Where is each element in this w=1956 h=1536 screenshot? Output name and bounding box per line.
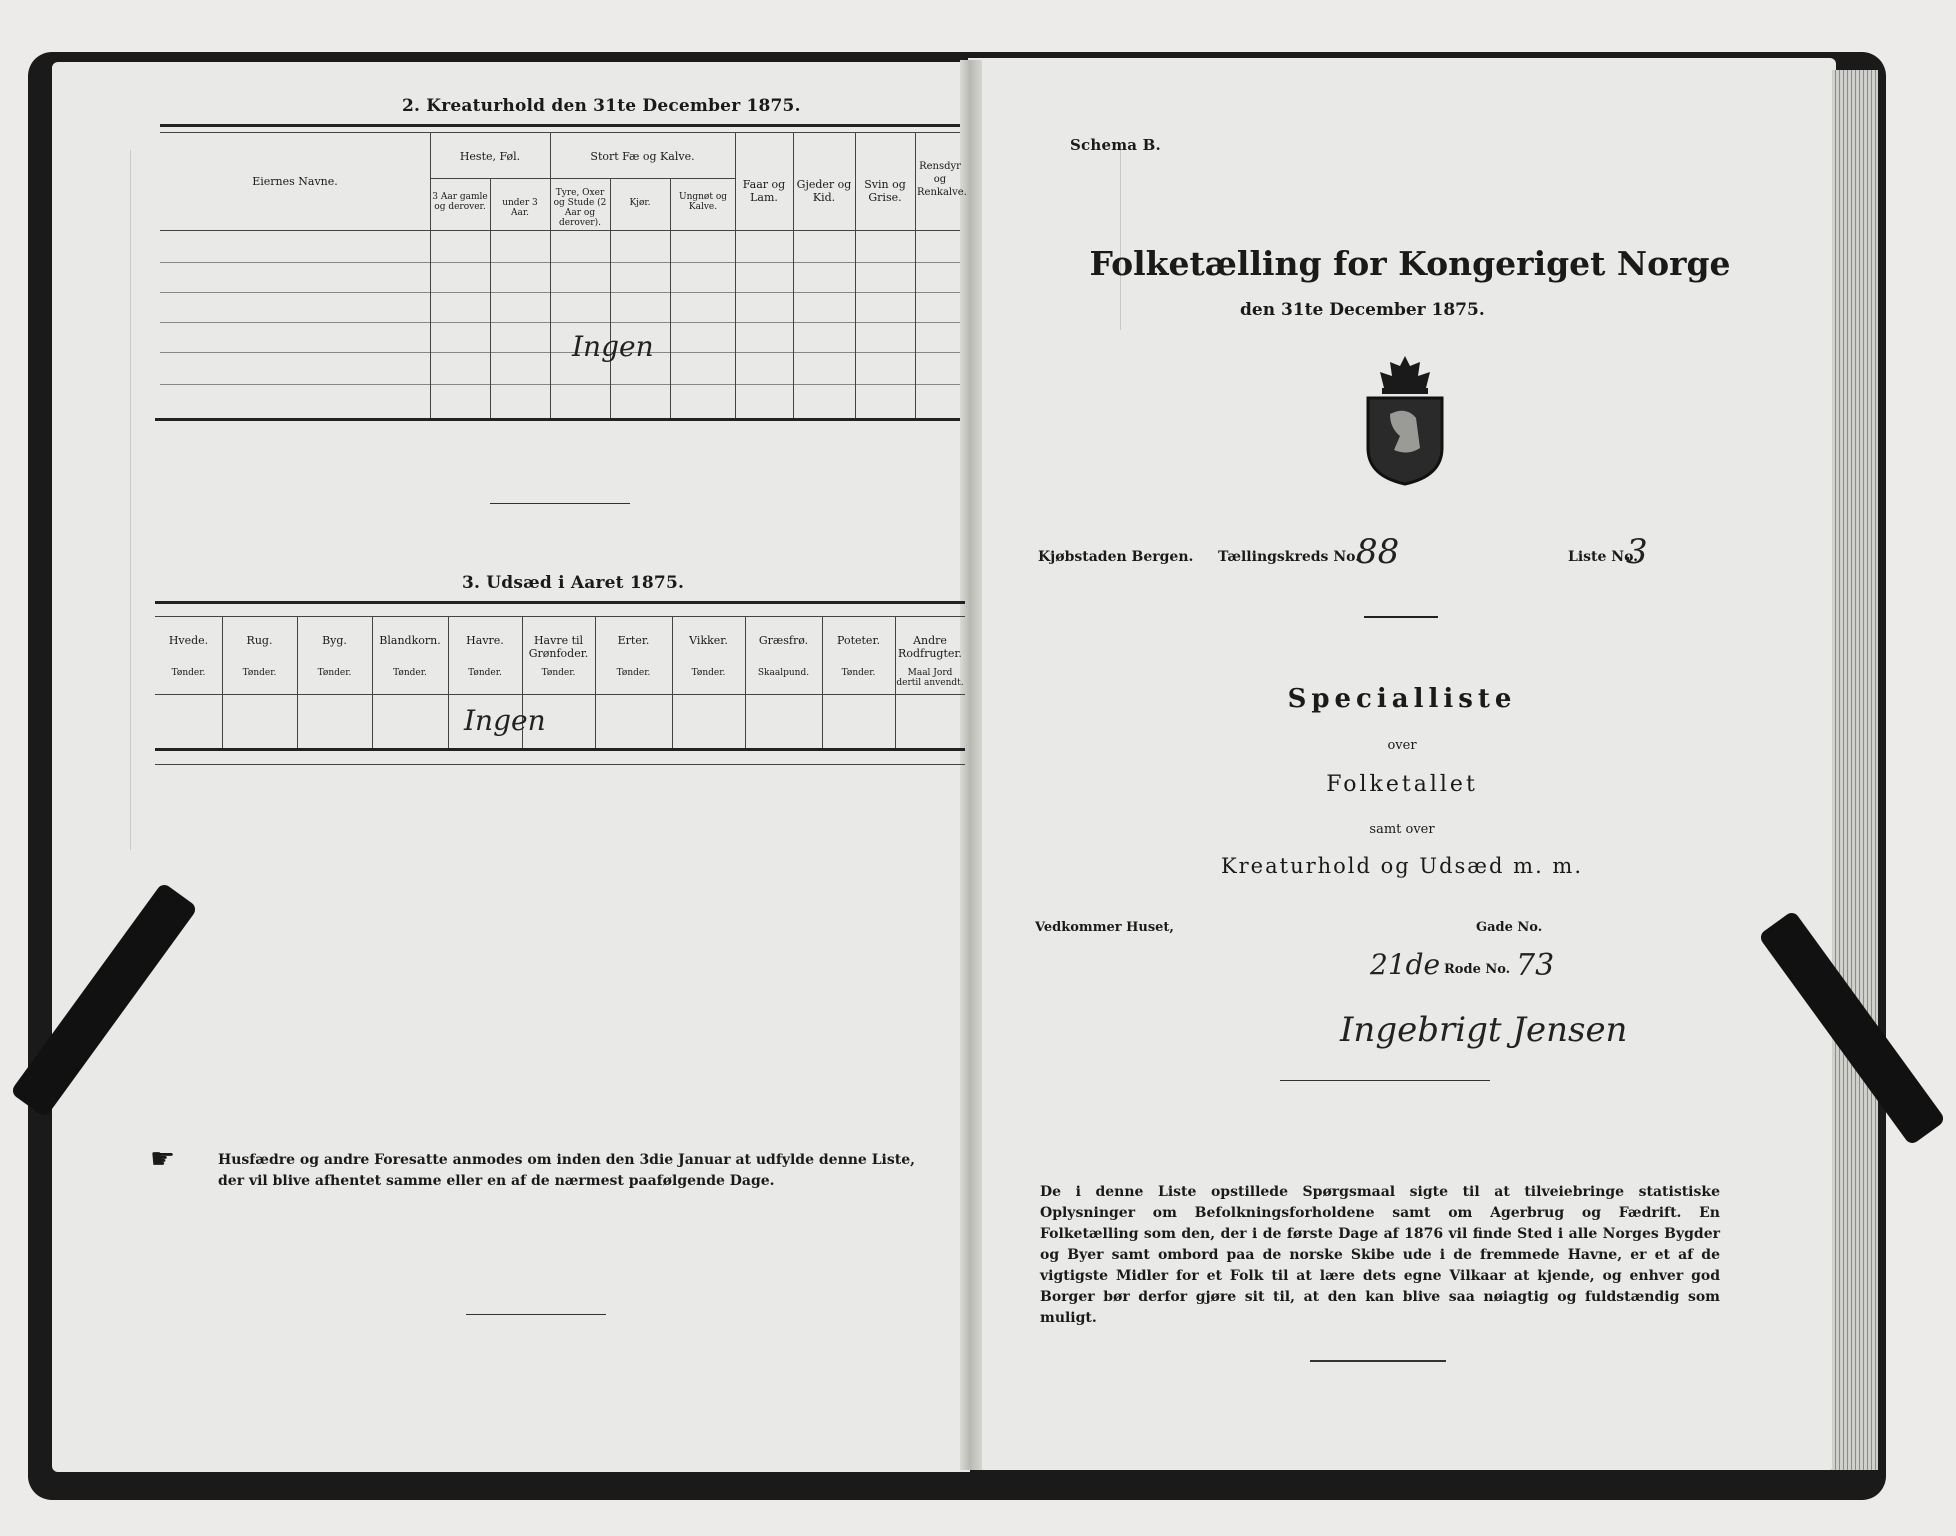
- schema-label: Schema B.: [1070, 136, 1161, 154]
- column-unit: Tønder.: [171, 668, 206, 678]
- table-rule: [155, 694, 965, 695]
- table-rule: [155, 764, 965, 765]
- section2-title: 2. Kreaturhold den 31te December 1875.: [402, 96, 801, 116]
- page-date: den 31te December 1875.: [1240, 300, 1485, 320]
- table-rule: [160, 132, 960, 133]
- column-unit: Tønder.: [317, 668, 352, 678]
- table-row: [160, 352, 960, 353]
- section3-title: 3. Udsæd i Aaret 1875.: [462, 573, 685, 593]
- column-divider: [793, 132, 794, 418]
- divider: [490, 503, 630, 504]
- column-header: Rensdyr og Renkalve.: [917, 161, 967, 198]
- pointing-hand-icon: ☛: [150, 1142, 176, 1175]
- page-title: Folketælling for Kongeriget Norge: [1089, 244, 1731, 283]
- table-rule: [155, 748, 965, 751]
- table-rule: [155, 418, 960, 421]
- divider: [1310, 1360, 1446, 1362]
- signature: Ingebrigt Jensen: [1340, 1010, 1628, 1050]
- column-divider: [297, 616, 298, 748]
- explanation-paragraph: De i denne Liste opstillede Spørgsmaal sigte til at tilveiebringe statistiske Oplysninger om Befolkningsforholdene samt om Agerbrug og Fædrift. En Folketælling som den, der i de første Dage af 1876 vil finde Sted i alle Norges Bygder og Byer samt ombord paa de norske Skibe ude i de fremmede Havne, er et af de vigtigste Midler for et Folk til at lære dets egne Vilkaar at kjende, og enhver god Borger bør derfor gjøre sit til, at den kan blive saa nøiagtig og fuldstændig som muligt.: [1040, 1184, 1720, 1326]
- page-stack-edge: [1832, 70, 1878, 1470]
- heading-specialliste: Specialliste: [1287, 684, 1517, 714]
- house-label: Vedkommer Huset,: [1035, 920, 1174, 935]
- column-divider: [222, 616, 223, 748]
- column-divider: [610, 178, 611, 418]
- column-header: Kjør.: [629, 198, 651, 208]
- book-gutter: [960, 60, 982, 1470]
- divider: [1280, 1080, 1490, 1081]
- left-page: [52, 62, 970, 1472]
- column-header: Andre Rodfrugter.: [898, 634, 962, 660]
- column-unit: Tønder.: [393, 668, 427, 678]
- column-divider: [672, 616, 673, 748]
- column-header: Havre.: [466, 634, 504, 647]
- column-header: Rug.: [246, 634, 273, 647]
- column-unit: Skaalpund.: [757, 668, 810, 678]
- column-header: Gjeder og Kid.: [796, 178, 852, 204]
- column-divider: [915, 132, 916, 418]
- column-divider: [822, 616, 823, 748]
- column-unit: Tønder.: [468, 668, 502, 678]
- district-number: 88: [1356, 532, 1400, 572]
- column-unit: Maal Jord dertil anvendt.: [896, 668, 964, 688]
- list-label: Liste No.: [1568, 549, 1639, 565]
- column-divider: [745, 616, 746, 748]
- column-header: Tyre, Oxer og Stude (2 Aar og derover).: [553, 188, 607, 228]
- table-rule: [160, 124, 960, 127]
- divider: [466, 1314, 606, 1315]
- bleed-through-right: [1000, 150, 1121, 330]
- column-unit: Tønder.: [242, 668, 277, 678]
- column-header: Faar og Lam.: [742, 178, 786, 204]
- divider: [1364, 616, 1438, 618]
- column-group-heste: Heste, Føl.: [459, 150, 521, 163]
- column-unit: Tønder.: [541, 668, 576, 678]
- column-divider: [550, 132, 551, 418]
- table-rule: [550, 178, 735, 179]
- column-divider: [372, 616, 373, 748]
- column-divider: [490, 178, 491, 418]
- bleed-through-left: [70, 150, 131, 850]
- rode-label: Rode No.: [1444, 962, 1511, 977]
- table-row: [160, 292, 960, 293]
- column-header: Ungnøt og Kalve.: [678, 192, 727, 212]
- text-samt-over: samt over: [1369, 822, 1435, 837]
- rode-number: 73: [1516, 948, 1555, 983]
- column-header: Byg.: [322, 634, 347, 647]
- handwritten-entry: Ingen: [464, 704, 546, 737]
- column-group-storfae: Stort Fæ og Kalve.: [590, 150, 695, 163]
- column-header-owner: Eiernes Navne.: [252, 175, 338, 188]
- column-unit: Tønder.: [616, 668, 651, 678]
- text-over: over: [1387, 738, 1417, 753]
- column-header: Poteter.: [837, 634, 880, 647]
- column-header: under 3 Aar.: [502, 198, 538, 218]
- district-label: Tællingskreds No.: [1218, 549, 1361, 565]
- column-divider: [448, 616, 449, 748]
- column-unit: Tønder.: [691, 668, 726, 678]
- column-divider: [670, 178, 671, 418]
- column-header: Hvede.: [168, 634, 209, 647]
- column-header: Blandkorn.: [379, 634, 441, 647]
- footnote-text: Husfædre og andre Foresatte anmodes om inden den 3die Januar at udfylde denne Liste, der vil blive afhentet samme eller en af de nærmest paafølgende Dage.: [218, 1152, 915, 1189]
- table-rule: [155, 601, 965, 604]
- table-row: [160, 322, 960, 323]
- rode-prefix: 21de: [1370, 948, 1441, 981]
- column-header: 3 Aar gamle og derover.: [432, 192, 488, 212]
- column-header: Havre til Grønfoder.: [528, 634, 589, 660]
- street-label: Gade No.: [1476, 920, 1543, 935]
- table-row: [160, 262, 960, 263]
- column-header: Vikker.: [689, 634, 728, 647]
- city-label: Kjøbstaden Bergen.: [1038, 549, 1194, 565]
- column-divider: [855, 132, 856, 418]
- column-header: Græsfrø.: [758, 634, 809, 647]
- heading-folketallet: Folketallet: [1326, 772, 1478, 797]
- column-header: Erter.: [617, 634, 650, 647]
- coat-of-arms-icon: [1360, 352, 1450, 486]
- table-row: [160, 384, 960, 385]
- column-divider: [735, 132, 736, 418]
- list-number: 3: [1626, 532, 1648, 572]
- heading-kreaturhold: Kreaturhold og Udsæd m. m.: [1220, 854, 1584, 878]
- column-divider: [595, 616, 596, 748]
- column-header: Svin og Grise.: [864, 178, 906, 204]
- table-rule: [160, 230, 960, 231]
- column-divider: [430, 132, 431, 418]
- column-unit: Tønder.: [841, 668, 876, 678]
- handwritten-entry: Ingen: [572, 330, 654, 363]
- column-divider: [895, 616, 896, 748]
- table-rule: [155, 616, 965, 617]
